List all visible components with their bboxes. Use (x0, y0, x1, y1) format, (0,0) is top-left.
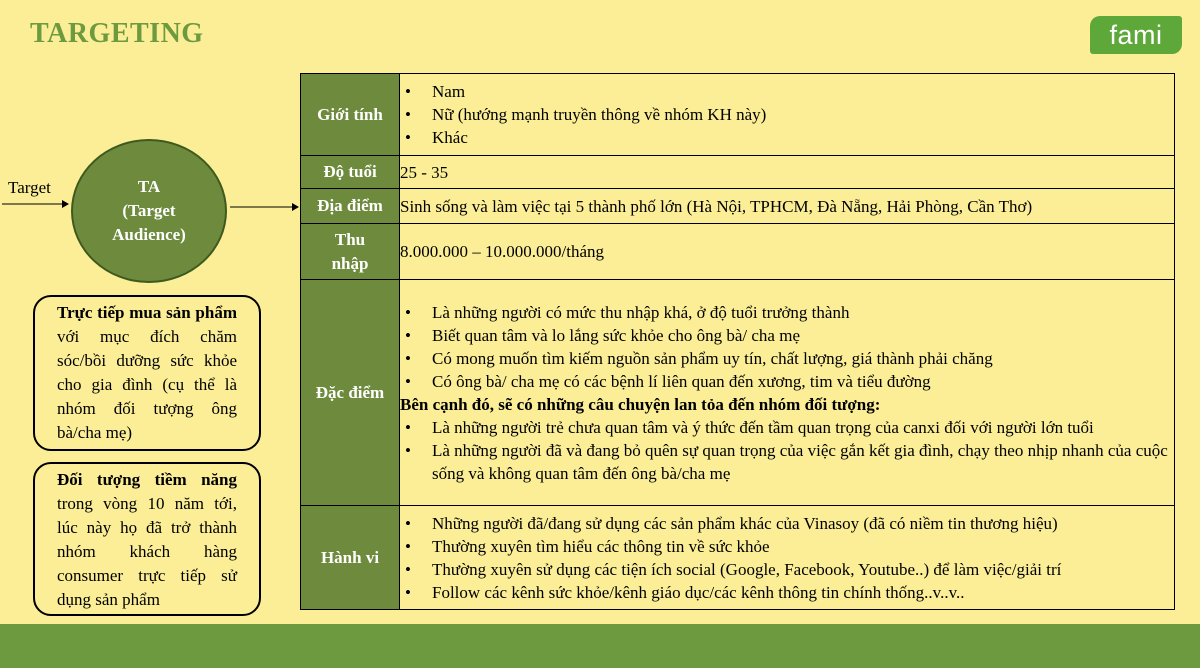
behavior-item: • Những người đã/đang sử dụng các sản phẩm khác của Vinasoy (đã có niềm tin thương hiệu) (432, 512, 1174, 535)
potential-target-bold: Đối tượng tiềm năng (57, 470, 237, 489)
arrow-right-icon (0, 197, 70, 211)
circle-line-3: Audience) (112, 225, 186, 244)
location-value: Sinh sống và làm việc tại 5 thành phố lớn (Hà Nội, TPHCM, Đà Nẵng, Hải Phòng, Cần Thơ) (400, 189, 1175, 224)
row-income (301, 224, 1175, 280)
gender-item: • Nữ (hướng mạnh truyền thông về nhóm KH này) (432, 103, 1174, 126)
income-label-line-2: nhập (331, 253, 369, 273)
traits-content (400, 280, 1175, 506)
direct-buyer-bold: Trực tiếp mua sản phẩm (57, 303, 237, 322)
direct-buyer-note (33, 295, 261, 451)
targeting-table (300, 73, 1175, 610)
behavior-label: Hành vi (301, 506, 400, 610)
row-gender (301, 74, 1175, 156)
traits-label: Đặc điểm (301, 280, 400, 506)
gender-content (400, 74, 1175, 156)
gender-item: • Nam (432, 80, 1174, 103)
trait-item: • Là những người có mức thu nhập khá, ở độ tuổi trưởng thành (432, 301, 1174, 324)
row-location (301, 189, 1175, 224)
target-audience-circle (71, 139, 227, 283)
gender-label: Giới tính (301, 74, 400, 156)
trait-item: • Có mong muốn tìm kiếm nguồn sản phẩm uy tín, chất lượng, giá thành phải chăng (432, 347, 1174, 370)
gender-item: • Khác (432, 126, 1174, 149)
income-label-line-1: Thu (334, 229, 366, 249)
row-behavior (301, 506, 1175, 610)
page-title: TARGETING (30, 18, 204, 49)
direct-buyer-text: với mục đích chăm sóc/bồi dưỡng sức khỏe cho gia đình (cụ thể là nhóm đối tượng ông bà/cha mẹ) (57, 327, 237, 442)
circle-line-2: (Target (122, 201, 176, 220)
arrow-right-icon (228, 200, 300, 214)
location-label: Địa điểm (301, 189, 400, 224)
fami-logo (1090, 16, 1182, 54)
age-label: Độ tuổi (301, 156, 400, 189)
trait-item: • Có ông bà/ cha mẹ có các bệnh lí liên quan đến xương, tim và tiểu đường (432, 370, 1174, 393)
circle-line-1: TA (137, 177, 161, 196)
row-traits (301, 280, 1175, 506)
behavior-item: • Follow các kênh sức khỏe/kênh giáo dục/các kênh thông tin chính thống..v..v.. (432, 581, 1174, 604)
income-value: 8.000.000 – 10.000.000/tháng (400, 224, 1175, 280)
behavior-content (400, 506, 1175, 610)
potential-target-note (33, 462, 261, 616)
potential-target-text: trong vòng 10 năm tới, lúc này họ đã trở thành nhóm khách hàng consumer trực tiếp sử dụng sản phẩm (57, 494, 237, 609)
age-value: 25 - 35 (400, 156, 1175, 189)
behavior-item: • Thường xuyên tìm hiểu các thông tin về sức khỏe (432, 535, 1174, 558)
income-label (301, 224, 400, 280)
traits-subheading: Bên cạnh đó, sẽ có những câu chuyện lan tỏa đến nhóm đối tượng: (400, 394, 881, 414)
row-age (301, 156, 1175, 189)
behavior-item: • Thường xuyên sử dụng các tiện ích social (Google, Facebook, Youtube..) để làm việc/giải trí (432, 558, 1174, 581)
trait-extra-item: • Là những người trẻ chưa quan tâm và ý thức đến tầm quan trọng của canxi đối với người lớn tuổi (432, 416, 1174, 439)
footer-band (0, 624, 1200, 668)
target-label: Target (8, 178, 51, 197)
logo-text: fami (1109, 19, 1163, 50)
trait-item: • Biết quan tâm và lo lắng sức khỏe cho ông bà/ cha mẹ (432, 324, 1174, 347)
trait-extra-item: • Là những người đã và đang bỏ quên sự quan trọng của việc gắn kết gia đình, chạy theo nhịp nhanh của cuộc sống và không quan tâm đến ông bà/cha mẹ (432, 439, 1174, 485)
